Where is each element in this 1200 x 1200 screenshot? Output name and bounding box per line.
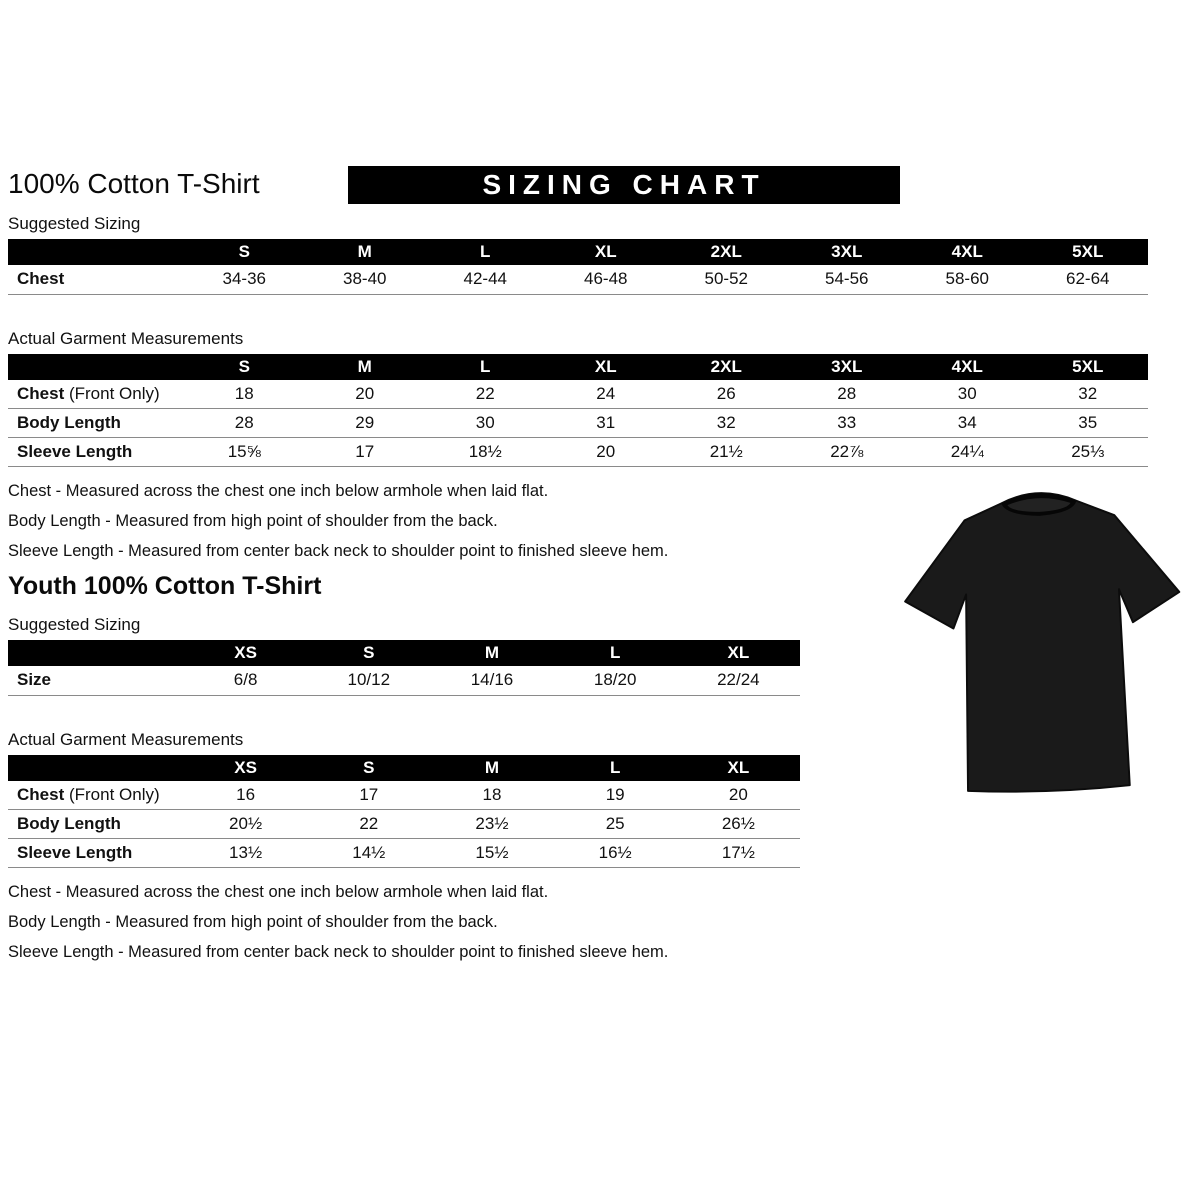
size-header-cell: M [430, 640, 553, 666]
measurement-row [8, 839, 800, 868]
value-cell: 58-60 [907, 265, 1028, 294]
size-header-cell: M [305, 239, 426, 265]
size-header-cell: 4XL [907, 239, 1028, 265]
value-cell: 22 [307, 810, 430, 839]
row-label-cell [8, 839, 184, 868]
size-header-cell: 5XL [1028, 354, 1149, 380]
value-cell: 25 [554, 810, 677, 839]
value-cell: 38-40 [305, 265, 426, 294]
row-label: Body Length [17, 413, 121, 432]
size-header-cell: S [184, 354, 305, 380]
row-label-cell [8, 380, 184, 409]
measurement-note: Chest - Measured across the chest one inch below armhole when laid flat. [8, 883, 549, 901]
size-header-cell: 5XL [1028, 239, 1149, 265]
value-cell: 23½ [430, 810, 553, 839]
value-cell: 19 [554, 781, 677, 810]
value-cell: 18/20 [554, 666, 677, 695]
row-label-cell [8, 810, 184, 839]
value-cell: 20 [546, 438, 667, 467]
value-cell: 26½ [677, 810, 800, 839]
row-label-cell [8, 438, 184, 467]
page-title: 100% Cotton T-Shirt [8, 168, 260, 199]
value-cell: 32 [666, 409, 787, 438]
measurement-note: Sleeve Length - Measured from center back neck to shoulder point to finished sleeve hem. [8, 943, 669, 961]
row-label-note: (Front Only) [64, 784, 160, 804]
youth-suggested-sizing-label: Suggested Sizing [8, 615, 141, 634]
value-cell: 20 [677, 781, 800, 810]
value-cell: 54-56 [787, 265, 908, 294]
value-cell: 22⅞ [787, 438, 908, 467]
value-cell: 22/24 [677, 666, 800, 695]
value-cell: 28 [184, 409, 305, 438]
sizing-chart-banner: SIZING CHART [348, 166, 900, 204]
value-cell: 62-64 [1028, 265, 1149, 294]
youth-measurement-notes [8, 883, 1148, 962]
row-label: Sleeve Length [17, 843, 133, 862]
value-cell: 20½ [184, 810, 307, 839]
size-header-cell: 3XL [787, 354, 908, 380]
row-label: Sleeve Length [17, 442, 133, 461]
header-row [8, 164, 1148, 208]
size-header-row [8, 239, 1148, 265]
value-cell: 32 [1028, 380, 1149, 409]
value-cell: 15½ [430, 839, 553, 868]
value-cell: 18 [430, 781, 553, 810]
row-label-cell [8, 666, 184, 695]
value-cell: 30 [425, 409, 546, 438]
measurement-row [8, 781, 800, 810]
size-header-cell: M [430, 755, 553, 781]
adult-suggested-sizing-table [8, 239, 1148, 295]
size-header-cell: 3XL [787, 239, 908, 265]
size-header-row [8, 640, 800, 666]
value-cell: 25⅓ [1028, 438, 1149, 467]
value-cell: 16 [184, 781, 307, 810]
corner-header-cell [8, 239, 184, 265]
measurement-row [8, 666, 800, 695]
value-cell: 16½ [554, 839, 677, 868]
value-cell: 18 [184, 380, 305, 409]
value-cell: 22 [425, 380, 546, 409]
size-header-cell: XS [184, 755, 307, 781]
value-cell: 42-44 [425, 265, 546, 294]
corner-header-cell [8, 640, 184, 666]
value-cell: 15⅝ [184, 438, 305, 467]
adult-suggested-sizing-label: Suggested Sizing [8, 214, 141, 233]
value-cell: 14/16 [430, 666, 553, 695]
value-cell: 33 [787, 409, 908, 438]
size-header-cell: S [184, 239, 305, 265]
size-header-cell: L [554, 755, 677, 781]
row-label: Body Length [17, 814, 121, 833]
row-label: Chest [17, 269, 65, 289]
size-table [8, 755, 800, 869]
size-header-cell: XL [546, 239, 667, 265]
tshirt-illustration [890, 471, 1198, 825]
value-cell: 46-48 [546, 265, 667, 294]
value-cell: 30 [907, 380, 1028, 409]
row-label-note: (Front Only) [64, 383, 160, 403]
size-header-cell: XL [677, 755, 800, 781]
value-cell: 17½ [677, 839, 800, 868]
size-header-cell: XS [184, 640, 307, 666]
size-header-cell: S [307, 755, 430, 781]
size-table [8, 640, 800, 696]
size-header-cell: S [307, 640, 430, 666]
value-cell: 20 [305, 380, 426, 409]
value-cell: 10/12 [307, 666, 430, 695]
value-cell: 14½ [307, 839, 430, 868]
measurement-row [8, 265, 1148, 294]
value-cell: 31 [546, 409, 667, 438]
youth-actual-measurements-label: Actual Garment Measurements [8, 729, 244, 749]
size-table [8, 239, 1148, 295]
size-header-cell: XL [677, 640, 800, 666]
value-cell: 50-52 [666, 265, 787, 294]
value-cell: 18½ [425, 438, 546, 467]
row-label: Chest [17, 784, 65, 804]
row-label: Size [17, 670, 52, 690]
size-header-cell: L [425, 354, 546, 380]
measurement-row [8, 409, 1148, 438]
row-label: Chest [17, 383, 65, 403]
value-cell: 24¼ [907, 438, 1028, 467]
size-header-cell: L [425, 239, 546, 265]
size-header-cell: L [554, 640, 677, 666]
value-cell: 28 [787, 380, 908, 409]
value-cell: 29 [305, 409, 426, 438]
value-cell: 17 [305, 438, 426, 467]
value-cell: 24 [546, 380, 667, 409]
measurement-note: Body Length - Measured from high point of shoulder from the back. [8, 913, 498, 931]
value-cell: 34 [907, 409, 1028, 438]
value-cell: 13½ [184, 839, 307, 868]
measurement-row [8, 438, 1148, 467]
size-header-cell: 2XL [666, 239, 787, 265]
size-header-cell: 4XL [907, 354, 1028, 380]
youth-title: Youth 100% Cotton T-Shirt [8, 572, 322, 600]
row-label-cell [8, 409, 184, 438]
adult-actual-measurements-label: Actual Garment Measurements [8, 328, 244, 348]
adult-actual-measurements-table [8, 354, 1148, 468]
value-cell: 35 [1028, 409, 1149, 438]
measurement-row [8, 810, 800, 839]
value-cell: 26 [666, 380, 787, 409]
size-header-cell: M [305, 354, 426, 380]
tshirt-product-image [890, 471, 1198, 825]
value-cell: 6/8 [184, 666, 307, 695]
value-cell: 17 [307, 781, 430, 810]
corner-header-cell [8, 354, 184, 380]
size-header-cell: XL [546, 354, 667, 380]
size-header-row [8, 354, 1148, 380]
size-table [8, 354, 1148, 468]
size-header-row [8, 755, 800, 781]
row-label-cell [8, 781, 184, 810]
measurement-note: Body Length - Measured from high point of shoulder from the back. [8, 512, 498, 530]
measurement-row [8, 380, 1148, 409]
value-cell: 34-36 [184, 265, 305, 294]
measurement-note: Chest - Measured across the chest one inch below armhole when laid flat. [8, 482, 549, 500]
row-label-cell [8, 265, 184, 294]
corner-header-cell [8, 755, 184, 781]
measurement-note: Sleeve Length - Measured from center back neck to shoulder point to finished sleeve hem. [8, 542, 669, 560]
size-header-cell: 2XL [666, 354, 787, 380]
value-cell: 21½ [666, 438, 787, 467]
